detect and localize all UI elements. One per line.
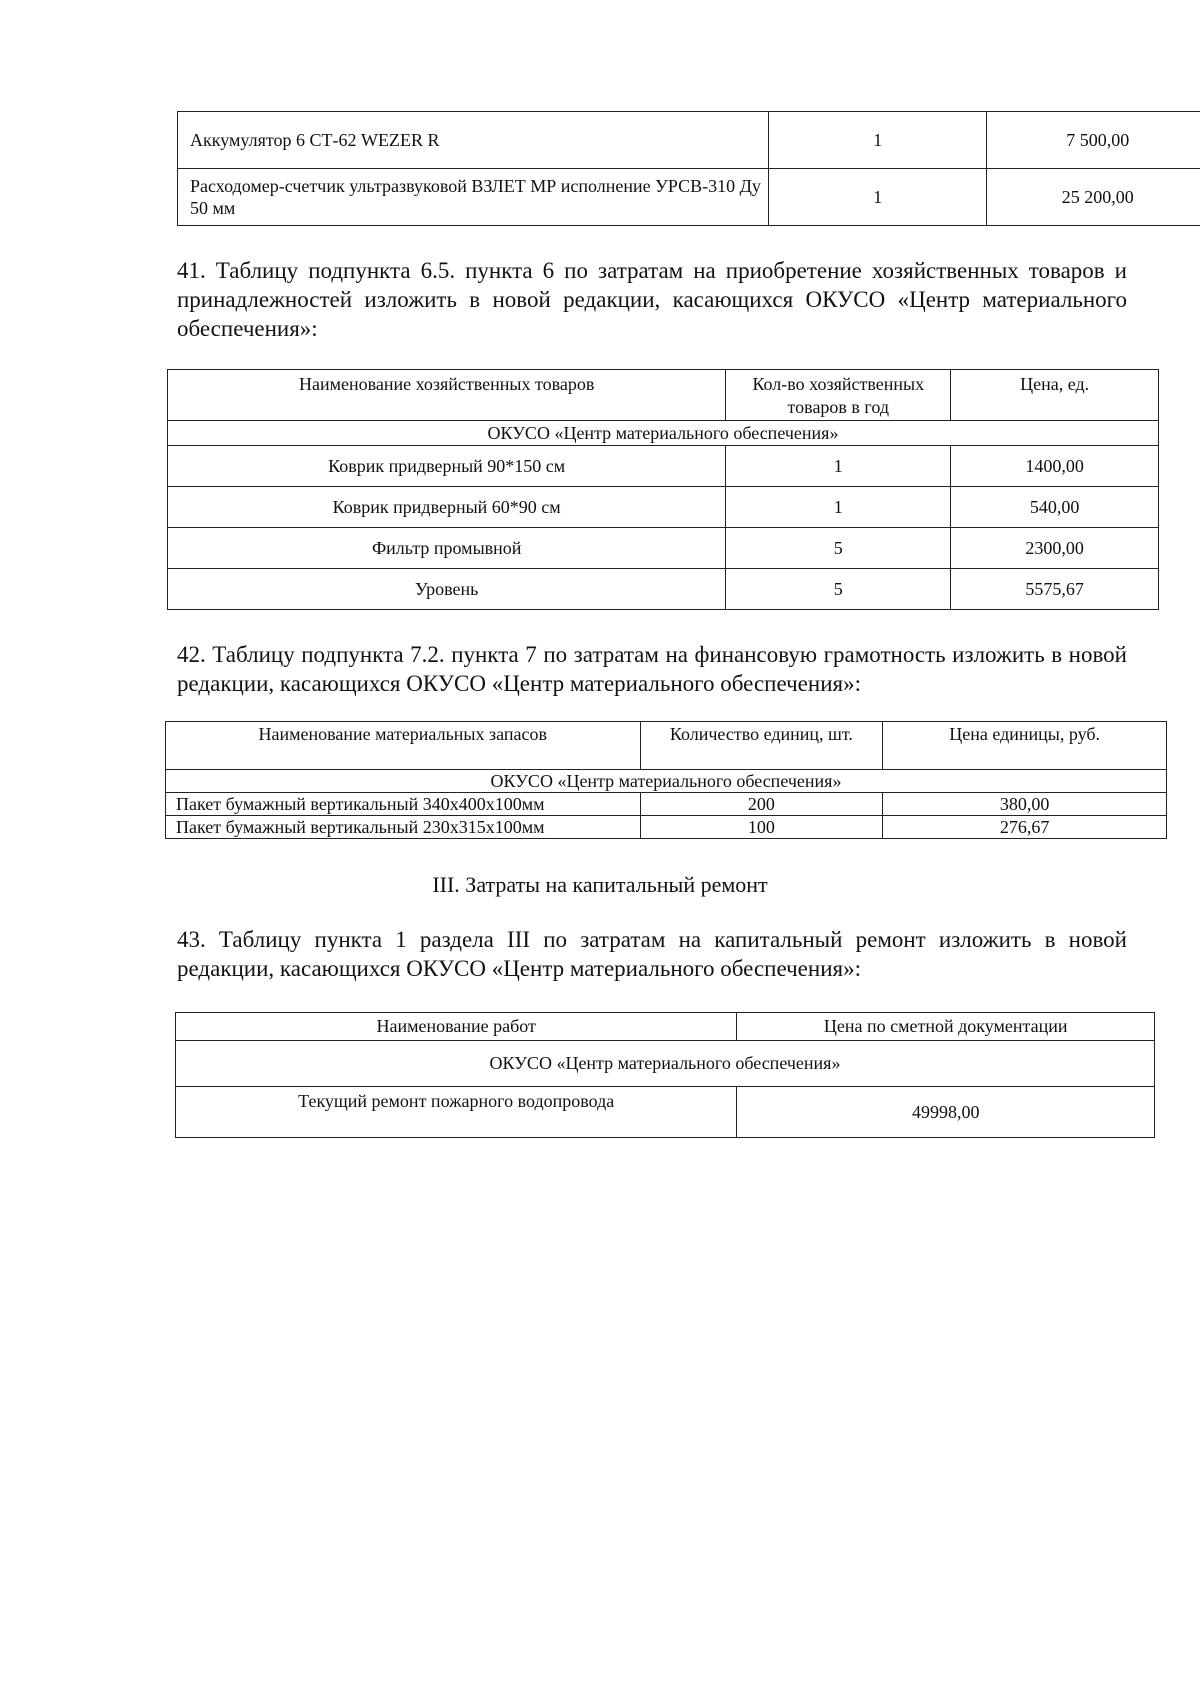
item-name: Фильтр промывной (168, 528, 726, 569)
group-label: ОКУСО «Центр материального обеспечения» (168, 421, 1159, 446)
group-label: ОКУСО «Центр материального обеспечения» (166, 770, 1167, 793)
column-header: Количество единиц, шт. (640, 722, 883, 770)
column-header: Кол-во хозяйственных товаров в год (726, 370, 951, 421)
item-qty: 1 (726, 487, 951, 528)
paragraph-43: 43. Таблицу пункта 1 раздела III по затратам на капитальный ремонт изложить в новой редакции, касающихся ОКУСО «Центр материального обеспечения»: (177, 927, 1127, 981)
equipment-table-continued (177, 111, 1200, 226)
group-row (176, 1041, 1155, 1087)
item-qty: 100 (640, 816, 883, 839)
item-qty: 5 (726, 569, 951, 610)
column-header: Цена, ед. (951, 370, 1159, 421)
table-row (166, 816, 1167, 839)
item-name: Расходомер-счетчик ультразвуковой ВЗЛЕТ МР исполнение УРСВ-310 Ду 50 мм (178, 169, 769, 226)
table-row (168, 528, 1159, 569)
table-row (176, 1087, 1155, 1138)
item-qty: 200 (640, 793, 883, 816)
table-row (166, 793, 1167, 816)
table-row (178, 112, 1200, 169)
item-name: Аккумулятор 6 СТ-62 WEZER R (178, 112, 769, 169)
item-price: 276,67 (883, 816, 1167, 839)
paragraph-41: 41. Таблицу подпункта 6.5. пункта 6 по затратам на приобретение хозяйственных товаров и принадлежностей изложить в новой редакции, касающихся ОКУСО «Центр материального обеспечения»: (177, 258, 1127, 341)
table-row (168, 487, 1159, 528)
group-label: ОКУСО «Центр материального обеспечения» (176, 1041, 1155, 1087)
work-name: Текущий ремонт пожарного водопровода (176, 1087, 737, 1138)
household-goods-table (167, 369, 1159, 610)
item-name: Уровень (168, 569, 726, 610)
group-row (166, 770, 1167, 793)
item-name: Пакет бумажный вертикальный 340х400х100мм (166, 793, 641, 816)
item-price: 2300,00 (951, 528, 1159, 569)
materials-table (165, 721, 1167, 839)
table-header-row (168, 370, 1159, 421)
item-price: 7 500,00 (987, 112, 1200, 169)
item-name: Коврик придверный 90*150 см (168, 446, 726, 487)
column-header: Цена по сметной документации (737, 1013, 1155, 1041)
column-header: Наименование хозяйственных товаров (168, 370, 726, 421)
item-name: Коврик придверный 60*90 см (168, 487, 726, 528)
table-row (168, 569, 1159, 610)
column-header: Наименование работ (176, 1013, 737, 1041)
item-qty: 1 (769, 169, 987, 226)
table-header-row (176, 1013, 1155, 1041)
column-header: Наименование материальных запасов (166, 722, 641, 770)
item-qty: 5 (726, 528, 951, 569)
section-heading: III. Затраты на капитальный ремонт (432, 872, 768, 897)
item-name: Пакет бумажный вертикальный 230х315х100мм (166, 816, 641, 839)
group-row (168, 421, 1159, 446)
table-row (178, 169, 1200, 226)
capital-repair-table (175, 1012, 1155, 1138)
item-qty: 1 (726, 446, 951, 487)
work-price: 49998,00 (737, 1087, 1155, 1138)
item-qty: 1 (769, 112, 987, 169)
item-price: 380,00 (883, 793, 1167, 816)
column-header: Цена единицы, руб. (883, 722, 1167, 770)
paragraph-42: 42. Таблицу подпункта 7.2. пункта 7 по затратам на финансовую грамотность изложить в новой редакции, касающихся ОКУСО «Центр материального обеспечения»: (177, 642, 1127, 696)
table-row (168, 446, 1159, 487)
table-header-row (166, 722, 1167, 770)
item-price: 540,00 (951, 487, 1159, 528)
item-price: 1400,00 (951, 446, 1159, 487)
item-price: 5575,67 (951, 569, 1159, 610)
item-price: 25 200,00 (987, 169, 1200, 226)
